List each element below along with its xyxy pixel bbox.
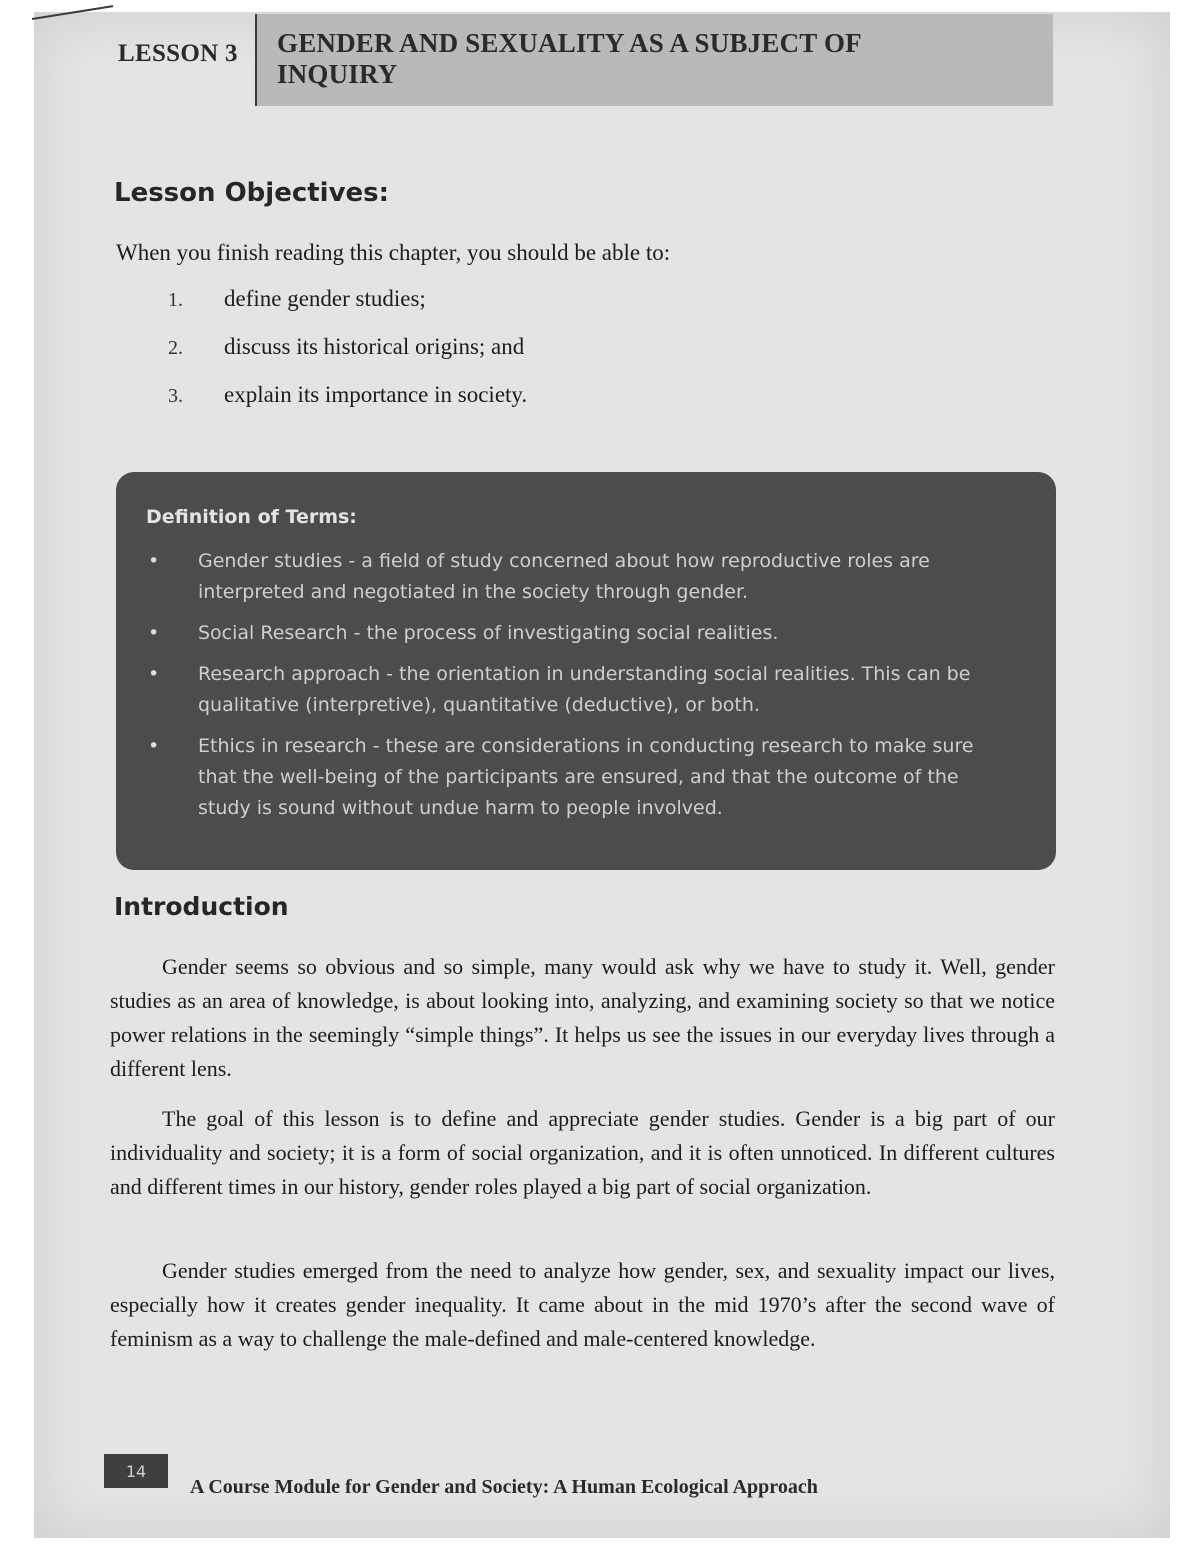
- objective-text: explain its importance in society.: [224, 382, 528, 407]
- intro-paragraph: Gender studies emerged from the need to analyze how gender, sex, and sexuality impact our lives, especially how it creates gender inequality. It came about in the mid 1970’s after the second wave of feminism as a way to challenge the male-defined and male-centered knowledge.: [110, 1258, 1055, 1351]
- objective-text: define gender studies;: [224, 286, 426, 311]
- objective-number: 3.: [168, 385, 183, 407]
- bullet-icon: •: [148, 735, 160, 757]
- title-banner: [255, 14, 1053, 106]
- definitions-title: Definition of Terms:: [146, 506, 357, 528]
- footer-text: A Course Module for Gender and Society: A Human Ecological Approach: [190, 1476, 818, 1498]
- definition-text: Research approach - the orientation in understanding social realities. This can be qualitative (interpretive), quantitative (deductive), or both.: [198, 663, 971, 716]
- objective-number: 1.: [168, 289, 183, 311]
- objective-item: [168, 334, 527, 382]
- objectives-heading: Lesson Objectives:: [114, 178, 390, 208]
- objective-item: [168, 286, 527, 334]
- objective-text: discuss its historical origins; and: [224, 334, 525, 359]
- definition-item: [146, 731, 1016, 824]
- definition-item: [146, 659, 1016, 721]
- bullet-icon: •: [148, 663, 160, 685]
- intro-paragraph: Gender seems so obvious and so simple, many would ask why we have to study it. Well, gender studies as an area of knowledge, is about looking into, analyzing, and examining society so that we notice power relations in the seemingly “simple things”. It helps us see the issues in our everyday lives through a different lens.: [110, 954, 1055, 1081]
- lesson-title: GENDER AND SEXUALITY AS A SUBJECT OF INQUIRY: [277, 28, 861, 89]
- page-number: 14: [104, 1454, 168, 1488]
- objective-item: [168, 382, 527, 430]
- intro-paragraph: The goal of this lesson is to define and appreciate gender studies. Gender is a big part of our individuality and society; it is a form of social organization, and it is often unnoticed. In different cultures and different times in our history, gender roles played a big part of social organization.: [110, 1106, 1055, 1199]
- objective-number: 2.: [168, 337, 183, 359]
- definition-text: Social Research - the process of investigating social realities.: [198, 622, 779, 644]
- objectives-intro: When you finish reading this chapter, you should be able to:: [116, 240, 671, 265]
- definitions-box: [116, 472, 1056, 870]
- definition-item: [146, 618, 1016, 649]
- definition-item: [146, 546, 1016, 608]
- definition-text: Gender studies - a field of study concerned about how reproductive roles are interpreted and negotiated in the society through gender.: [198, 550, 930, 603]
- definition-text: Ethics in research - these are considerations in conducting research to make sure that the well-being of the participants are ensured, and that the outcome of the study is sound without undue harm to people involved.: [198, 735, 974, 819]
- lesson-label: LESSON 3: [118, 40, 238, 67]
- bullet-icon: •: [148, 622, 160, 644]
- objectives-list: [168, 286, 527, 430]
- bullet-icon: •: [148, 550, 160, 572]
- introduction-heading: Introduction: [114, 892, 289, 921]
